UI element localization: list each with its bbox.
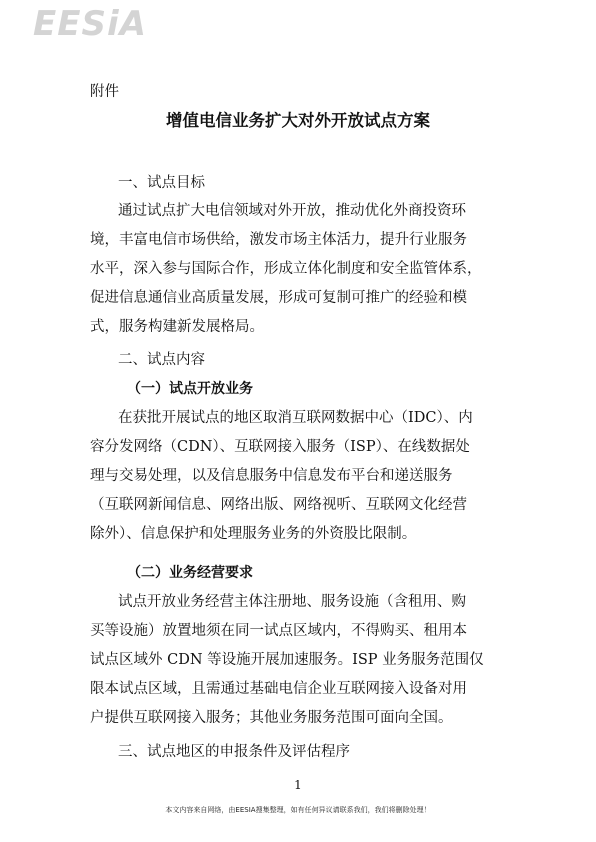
subsection-heading-business-requirements: （二）业务经营要求 bbox=[127, 565, 253, 581]
document-title: 增值电信业务扩大对外开放试点方案 bbox=[166, 111, 430, 130]
paragraph-business-requirements bbox=[90, 588, 510, 733]
eesia-watermark-logo: EESiA bbox=[33, 4, 147, 44]
section-heading-content: 二、试点内容 bbox=[118, 352, 205, 368]
subsection-heading-open-business: （一）试点开放业务 bbox=[127, 381, 253, 397]
paragraph-open-business bbox=[90, 404, 510, 549]
paragraph-line: 水平，深入参与国际合作，形成立体化制度和安全监管体系， bbox=[90, 261, 482, 277]
section-heading-goals: 一、试点目标 bbox=[118, 175, 205, 191]
paragraph-line: 限本试点区域，且需通过基础电信企业互联网接入设备对用 bbox=[90, 681, 467, 697]
paragraph-line: 在获批开展试点的地区取消互联网数据中心（IDC）、内 bbox=[118, 410, 473, 426]
paragraph-line: 户提供互联网接入服务；其他业务服务范围可面向全国。 bbox=[90, 710, 453, 726]
paragraph-line: （互联网新闻信息、网络出版、网络视听、互联网文化经营 bbox=[90, 497, 467, 513]
paragraph-goals bbox=[90, 197, 510, 342]
paragraph-line: 通过试点扩大电信领域对外开放，推动优化外商投资环 bbox=[118, 203, 466, 219]
footer-disclaimer: 本文内容来自网络，由EESIA搜集整理，如有任何异议请联系我们，我们将删除处理！ bbox=[165, 806, 431, 814]
paragraph-line: 买等设施）放置地须在同一试点区域内，不得购买、租用本 bbox=[90, 623, 467, 639]
attachment-label: 附件 bbox=[90, 84, 119, 100]
paragraph-line: 式，服务构建新发展格局。 bbox=[90, 319, 264, 335]
section-heading-application-conditions: 三、试点地区的申报条件及评估程序 bbox=[118, 744, 350, 760]
paragraph-line: 试点开放业务经营主体注册地、服务设施（含租用、购 bbox=[118, 594, 466, 610]
paragraph-line: 境，丰富电信市场供给，激发市场主体活力，提升行业服务 bbox=[90, 232, 467, 248]
paragraph-line: 促进信息通信业高质量发展，形成可复制可推广的经验和模 bbox=[90, 290, 467, 306]
paragraph-line: 除外）、信息保护和处理服务业务的外资股比限制。 bbox=[90, 526, 417, 542]
paragraph-line: 理与交易处理，以及信息服务中信息发布平台和递送服务 bbox=[90, 468, 453, 484]
paragraph-line: 容分发网络（CDN）、互联网接入服务（ISP）、在线数据处 bbox=[90, 439, 470, 455]
page-number: 1 bbox=[294, 778, 302, 792]
paragraph-line: 试点区域外 CDN 等设施开展加速服务。ISP 业务服务范围仅 bbox=[90, 652, 484, 668]
